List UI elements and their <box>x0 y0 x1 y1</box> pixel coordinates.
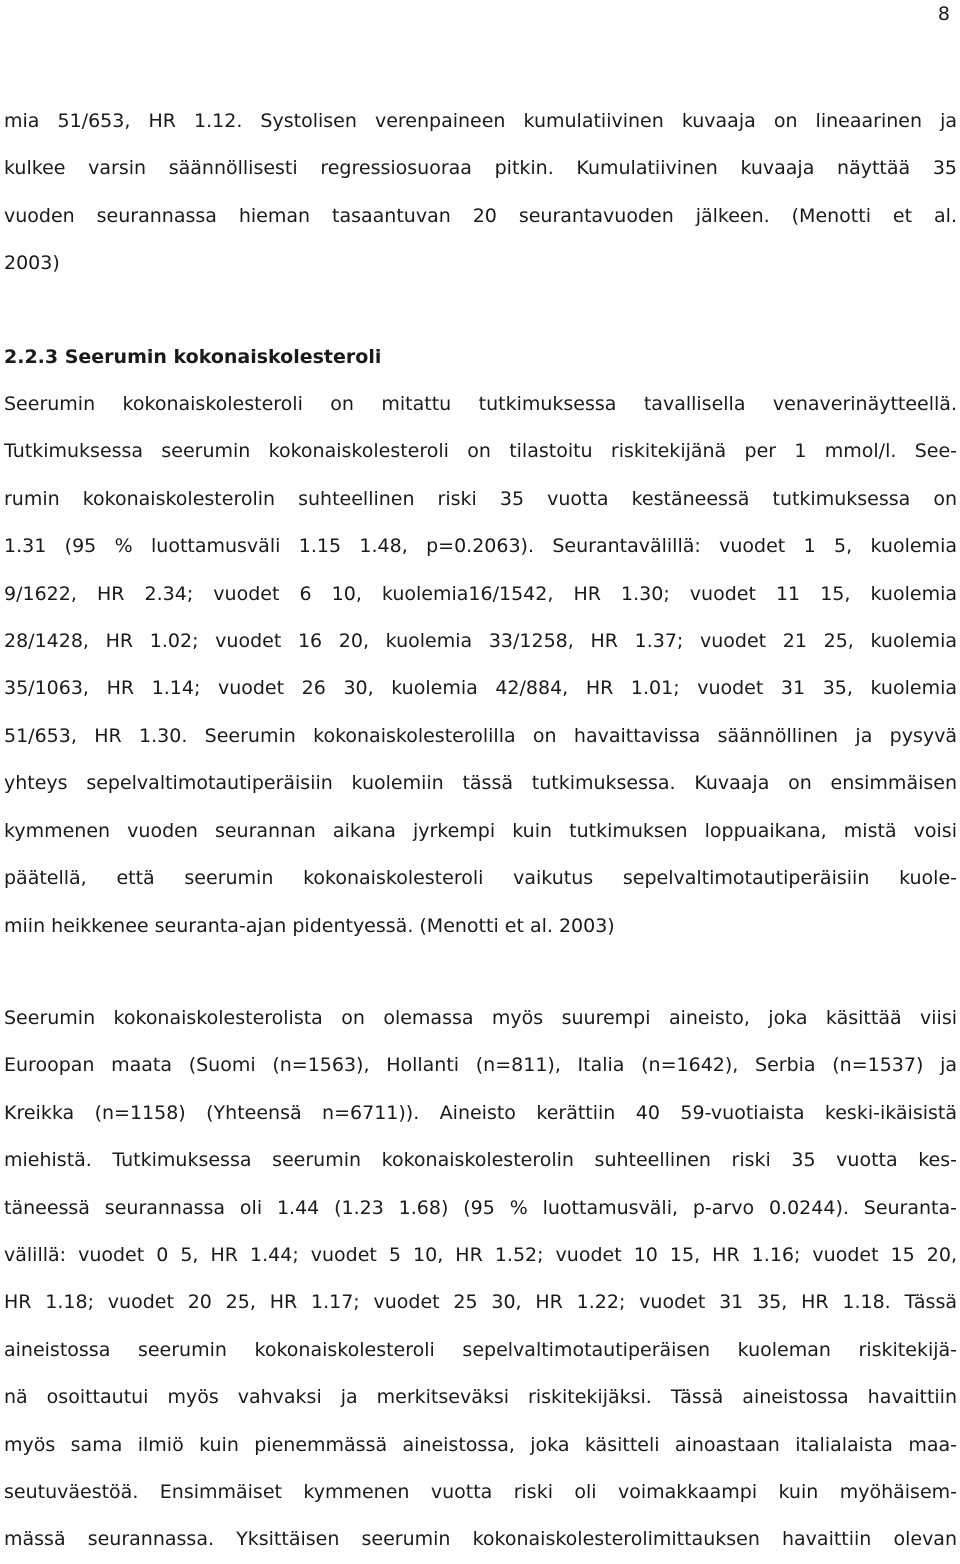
text-line: 2003) <box>4 252 60 275</box>
text-line: mässä seurannassa. Yksittäisen seerumin kokonaiskolesterolimittauksen havaittiin olevan <box>4 1528 957 1551</box>
text-line: mia 51/653, HR 1.12. Systolisen verenpaineen kumulatiivinen kuvaaja on lineaarinen ja <box>4 110 957 132</box>
section-heading: 2.2.3 Seerumin kokonaiskolesteroli <box>4 345 382 368</box>
text-line: miin heikkenee seuranta-ajan pidentyessä. (Menotti et al. 2003) <box>4 914 615 937</box>
text-line: seutuväestöä. Ensimmäiset kymmenen vuotta riski oli voimakkaampi kuin myöhäisem- <box>4 1480 957 1503</box>
paragraph-cholesterol-italy <box>4 381 957 950</box>
text-line: vuoden seurannassa hieman tasaantuvan 20 seurantavuoden jälkeen. (Menotti et al. <box>4 204 957 227</box>
text-line: Euroopan maata (Suomi (n=1563), Hollanti (n=811), Italia (n=1642), Serbia (n=1537) ja <box>4 1054 957 1077</box>
text-line: Tutkimuksessa seerumin kokonaiskolesteroli on tilastoitu riskitekijänä per 1 mmol/l. See- <box>4 440 957 463</box>
text-line: täneessä seurannassa oli 1.44 (1.23 1.68) (95 % luottamusväli, p-arvo 0.0244). Seuranta- <box>4 1196 957 1219</box>
document-body <box>4 98 957 1564</box>
paragraph-spacer <box>4 950 957 995</box>
text-line: välillä: vuodet 0 5, HR 1.44; vuodet 5 10, HR 1.52; vuodet 10 15, HR 1.16; vuodet 15 20, <box>4 1243 957 1266</box>
text-line: 35/1063, HR 1.14; vuodet 26 30, kuolemia 42/884, HR 1.01; vuodet 31 35, kuolemia <box>4 677 957 700</box>
text-line: rumin kokonaiskolesterolin suhteellinen riski 35 vuotta kestäneessä tutkimuksessa on <box>4 487 957 510</box>
text-line: 9/1622, HR 2.34; vuodet 6 10, kuolemia16/1542, HR 1.30; vuodet 11 15, kuolemia <box>4 582 957 605</box>
page-number: 8 <box>937 3 950 25</box>
text-line: Seerumin kokonaiskolesterolista on olemassa myös suurempi aineisto, joka käsittää viisi <box>4 1006 957 1029</box>
text-line: päätellä, että seerumin kokonaiskolesteroli vaikutus sepelvaltimotautiperäisiin kuole- <box>4 867 957 890</box>
text-line: kulkee varsin säännöllisesti regressiosuoraa pitkin. Kumulatiivinen kuvaaja näyttää 35 <box>4 157 957 180</box>
text-line: 51/653, HR 1.30. Seerumin kokonaiskolesterolilla on havaittavissa säännöllinen ja pysyvä <box>4 724 957 747</box>
text-line: yhteys sepelvaltimotautiperäisiin kuolemiin tässä tutkimuksessa. Kuvaaja on ensimmäisen <box>4 772 957 795</box>
text-line: Kreikka (n=1158) (Yhteensä n=6711)). Aineisto kerättiin 40 59-vuotiaista keski-ikäisistä <box>4 1101 957 1124</box>
text-line: miehistä. Tutkimuksessa seerumin kokonaiskolesterolin suhteellinen riski 35 vuotta kes- <box>4 1149 957 1172</box>
text-line: HR 1.18; vuodet 20 25, HR 1.17; vuodet 25 30, HR 1.22; vuodet 31 35, HR 1.18. Tässä <box>4 1291 957 1314</box>
intro-paragraph <box>4 98 957 288</box>
text-line: kymmenen vuoden seurannan aikana jyrkempi kuin tutkimuksen loppuaikana, mistä voisi <box>4 819 957 842</box>
text-line: 1.31 (95 % luottamusväli 1.15 1.48, p=0.2063). Seurantavälillä: vuodet 1 5, kuolemia <box>4 535 957 558</box>
text-line: Seerumin kokonaiskolesteroli on mitattu tutkimuksessa tavallisella venaverinäytteellä. <box>4 393 957 416</box>
paragraph-spacer <box>4 288 957 334</box>
text-line: nä osoittautui myös vahvaksi ja merkitseväksi riskitekijäksi. Tässä aineistossa havaittiin <box>4 1386 957 1409</box>
text-line: aineistossa seerumin kokonaiskolesteroli sepelvaltimotautiperäisen kuoleman riskitekijä- <box>4 1338 957 1361</box>
text-line: 28/1428, HR 1.02; vuodet 16 20, kuolemia 33/1258, HR 1.37; vuodet 21 25, kuolemia <box>4 630 957 653</box>
paragraph-cholesterol-europe <box>4 995 957 1564</box>
text-line: myös sama ilmiö kuin pienemmässä aineistossa, joka käsitteli ainoastaan italialaista maa- <box>4 1433 957 1456</box>
